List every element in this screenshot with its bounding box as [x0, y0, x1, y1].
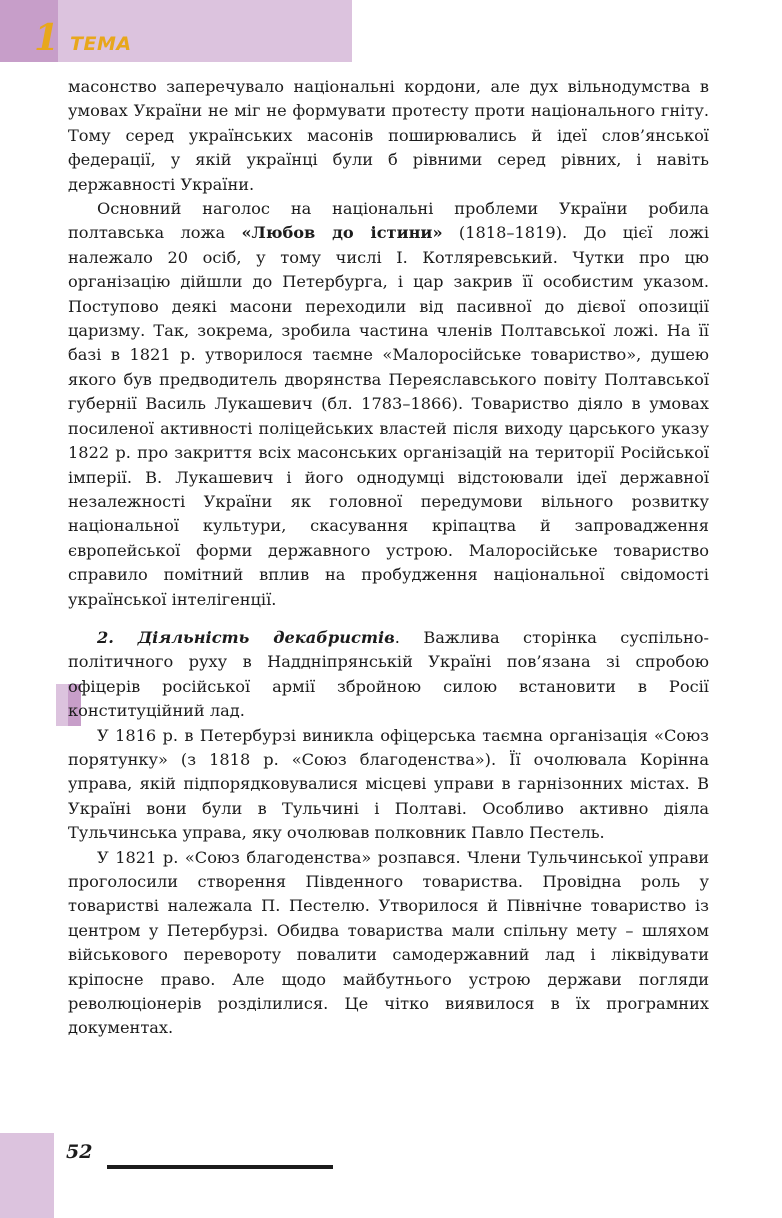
paragraph-continuation: масонство заперечувало національні кордони, але дух вільнодумства в умовах України не міг не формувати протесту проти національного гніту. Тому серед українських масонів поширювались й ідеї слов’янської федерації, у якій українці були б рівними серед рівних, і навіть державності України.	[68, 77, 709, 194]
page-body	[68, 75, 709, 1041]
topic-label: ТЕМА	[70, 33, 132, 55]
section-heading: 2. Діяльність декабристів	[97, 627, 395, 647]
paragraph-poltava-lodge	[68, 197, 709, 612]
paragraph-union-of-salvation: У 1816 р. в Петербурзі виникла офіцерська таємна організація «Союз порятунку» (з 1818 р. «Союз благоденства»). Її очолювала Корінна управа, якій підпорядковувалися місцеві управи в гарнізонних містах. В Україні вони були в Тульчині і Полтаві. Особливо активно діяла Тульчинська управа, яку очолював полковник Павло Пестель.	[68, 725, 709, 843]
section-marker-light	[56, 684, 68, 726]
footer-rule	[107, 1165, 333, 1169]
paragraph-text: Основний наголос на національні проблеми України робила полтавська ложа	[68, 199, 709, 243]
topic-number: 1	[34, 17, 60, 59]
paragraph-text: (1818–1819). До цієї ложі належало 20 осіб, у тому числі І. Котляревський. Чутки про цю організацію дійшли до Петербурга, і цар закрив її особистим указом. Поступово деякі масони переходили від пасивної до дієвої опозиції царизму. Так, зокрема, зробила частина членів Полтавської ложі. На її базі в 1821 р. утворилося таємне «Малоросійське товариство», душею якого був предводитель дворянства Переяславського повіту Полтавської губернії Василь Лукашевич (бл. 1783–1866). Товариство діяло в умовах посиленої активності поліцейських властей після виходу царського указу 1822 р. про закриття всіх масонських організацій на території Російської імперії. В. Лукашевич і його однодумці відстоювали ідеї державної незалежності України як головної передумови вільного розвитку національної культури, скасування кріпацтва й запровадження європейської форми державного устрою. Малоросійське товариство справило помітний вплив на пробудження національної свідомості української інтелігенції.	[68, 223, 709, 609]
lodge-name: «Любов до істини»	[241, 223, 443, 243]
section-paragraph	[68, 626, 709, 724]
page-number: 52	[66, 1141, 93, 1163]
footer-band	[0, 1133, 54, 1218]
section-text: . Важлива сторінка суспільно-політичного руху в Наддніпрянській Україні пов’язана зі спробою офіцерів російської армії збройною силою встановити в Росії конституційний лад.	[68, 627, 709, 721]
paragraph-southern-society: У 1821 р. «Союз благоденства» розпався. Члени Тульчинської управи проголосили створення Південного товариства. Провідна роль у товаристві належала П. Пестелю. Утворилося й Північне товариство із центром у Петербурзі. Обидва товариства мали спільну мету – шляхом військового перевороту повалити самодержавний лад і ліквідувати кріпосне право. Але щодо майбутнього устрою держави погляди революціонерів розділилися. Це чітко виявилося в їх програмних документах.	[68, 847, 709, 1038]
